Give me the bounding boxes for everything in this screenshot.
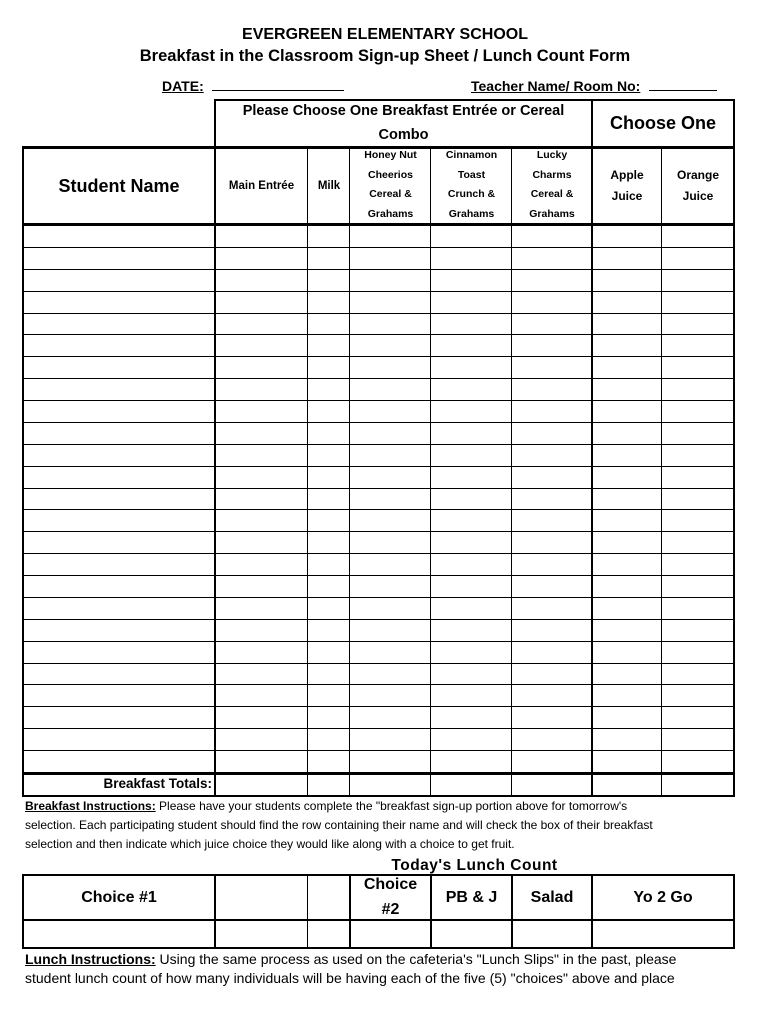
lunch-count-header: Today's Lunch Count [391,857,558,874]
table-row[interactable] [24,553,733,554]
grid-line [214,874,216,949]
date-field[interactable] [212,78,344,91]
form-title: Breakfast in the Classroom Sign-up Sheet / Lunch Count Form [139,47,631,65]
juice-group-header: Choose One [609,112,716,133]
table-row[interactable] [24,313,733,314]
grid-line [733,874,735,949]
table-row[interactable] [24,641,733,642]
grid-line [307,874,308,949]
table-row[interactable] [24,466,733,467]
breakfast-totals-label: Breakfast Totals: [103,776,212,791]
pbj-header: PB & J [445,889,498,906]
school-name: EVERGREEN ELEMENTARY SCHOOL [242,26,528,43]
table-row[interactable] [24,619,733,620]
table-row[interactable] [24,291,733,292]
yo2go-header: Yo 2 Go [633,889,693,906]
date-row [162,78,344,96]
table-row[interactable] [24,728,733,729]
honey-nut-header: Honey Nut Cheerios Cereal & Grahams [364,149,417,220]
teacher-label: Teacher Name/ Room No: [471,78,641,94]
cinnamon-header: Cinnamon Toast Crunch & Grahams [445,149,498,220]
table-row[interactable] [24,663,733,664]
teacher-field[interactable] [649,78,717,91]
grid-line [22,146,24,797]
grid-line [22,947,735,949]
table-row[interactable] [24,509,733,510]
table-row[interactable] [24,334,733,335]
apple-juice-header: Apple Juice [610,168,644,203]
table-row[interactable] [24,750,733,751]
table-row[interactable] [24,378,733,379]
table-row[interactable] [24,422,733,423]
breakfast-instructions: Breakfast Instructions: Please have your students complete the "breakfast sign-up portion above for tomorrow's selection. Each participating student should find the row containing their name and will check the box of their breakfast selection and then indicate which juice choice they would like along with a choice to get fruit. [25,799,653,851]
breakfast-group-header: Please Choose One Breakfast Entrée or Cereal Combo [242,103,565,143]
grid-line [430,147,431,797]
grid-line [307,147,308,797]
grid-line [22,874,216,876]
table-row[interactable] [24,247,733,248]
lunch-instructions-label: Lunch Instructions: [25,951,156,967]
table-row[interactable] [24,269,733,270]
table-row[interactable] [24,444,733,445]
lunch-instructions: Lunch Instructions: Using the same process as used on the cafeteria's "Lunch Slips" in the past, please student lunch count of how many individuals will be having each of the five (5) "choices" above and place [25,951,677,986]
main-entree-header: Main Entrée [228,180,295,192]
lucky-charms-header: Lucky Charms Cereal & Grahams [529,149,575,220]
choice1-header: Choice #1 [81,889,157,906]
table-row[interactable] [24,597,733,598]
table-row[interactable] [24,488,733,489]
breakfast-instructions-label: Breakfast Instructions: [25,799,156,813]
grid-line [22,772,735,775]
grid-line [661,147,662,797]
date-label: DATE: [162,78,204,94]
grid-line [349,147,350,797]
table-row[interactable] [24,706,733,707]
grid-line [733,99,735,797]
student-name-header: Student Name [58,175,180,196]
salad-header: Salad [530,889,574,906]
milk-header: Milk [317,180,341,192]
table-row[interactable] [24,684,733,685]
table-row[interactable] [24,356,733,357]
table-row[interactable] [24,531,733,532]
orange-juice-header: Orange Juice [676,168,719,203]
grid-line [511,147,512,797]
teacher-row [471,78,717,96]
table-row[interactable] [24,400,733,401]
table-row[interactable] [24,575,733,576]
choice2-header: Choice #2 [363,876,418,918]
